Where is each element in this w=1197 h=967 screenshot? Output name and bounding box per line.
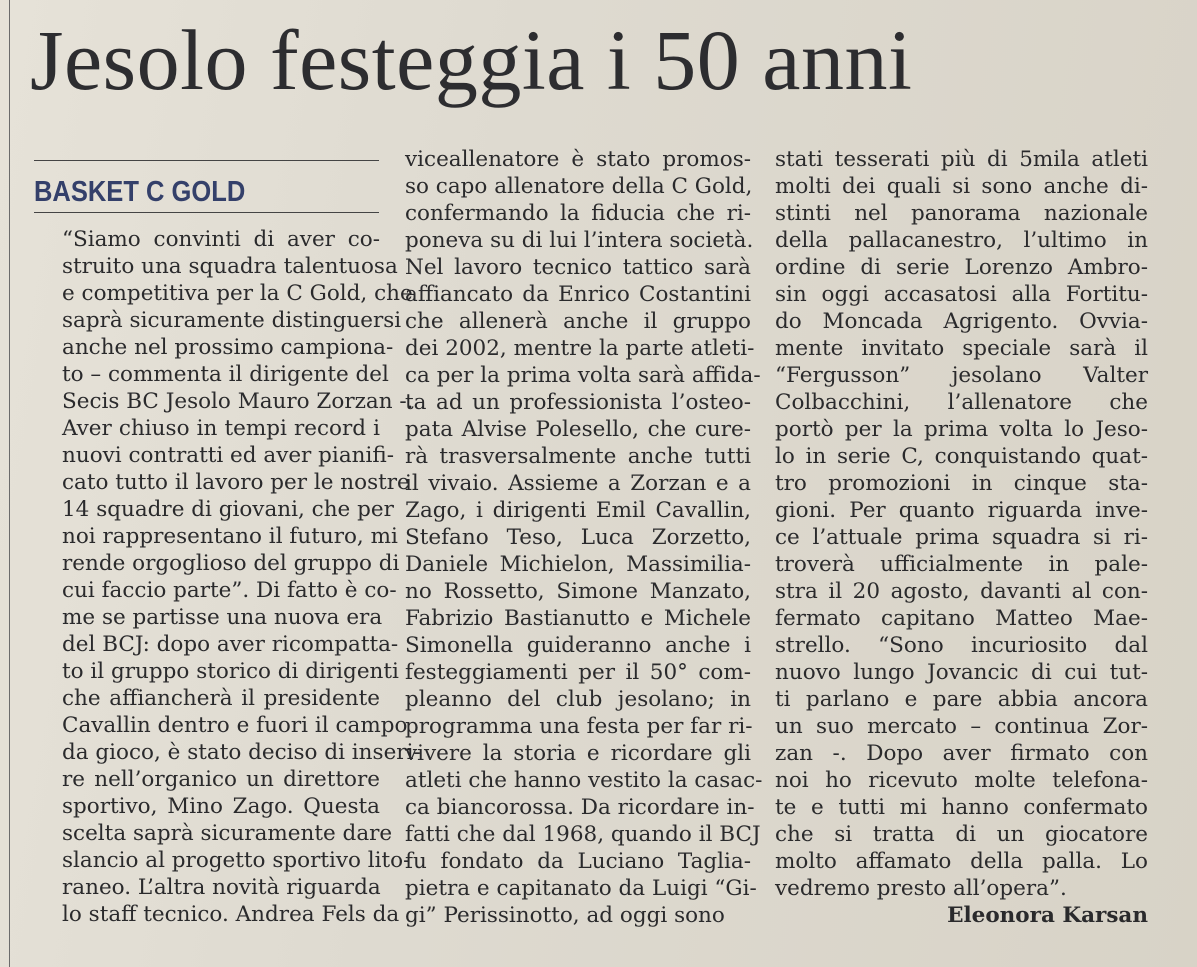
text-line: fermato capitano Matteo Mae- [775,606,1148,631]
text-line: ce l’attuale prima squadra si ri- [775,525,1148,550]
text-line: molti dei quali si sono anche di- [775,174,1148,199]
text-line: pietra e capitanato da Luigi “Gi- [405,876,757,901]
text-line: cato tutto il lavoro per le nostre [62,470,410,495]
text-line: “Siamo convinti di aver co- [62,227,380,252]
headline: Jesolo festeggia i 50 anni [30,12,913,108]
text-line: il vivaio. Assieme a Zorzan e a [405,471,751,496]
text-line: troverà ufficialmente in pale- [775,552,1148,577]
text-line: che affiancherà il presidente [62,686,380,711]
text-line: da gioco, è stato deciso di inseri- [62,740,421,765]
text-line: Aver chiuso in tempi record i [62,416,380,441]
text-line: scelta saprà sicuramente dare [62,821,393,846]
text-line: Cavallin dentro e fuori il campo [62,713,408,738]
column-rule-left [9,0,10,967]
text-line: lo staff tecnico. Andrea Fels da [62,902,400,927]
text-line: sin oggi accasatosi alla Fortitu- [775,282,1148,307]
article-column-1 [62,226,421,928]
text-line: vedremo presto all’opera”. [775,876,1067,901]
text-line: stra il 20 agosto, davanti al con- [775,579,1148,604]
text-line: noi ho ricevuto molte telefona- [775,768,1148,793]
article-column-2 [405,146,763,929]
text-line: confermando la fiducia che ri- [405,201,751,226]
text-line: affiancato da Enrico Costantini [405,282,751,307]
text-line: Stefano Teso, Luca Zorzetto, [405,525,751,550]
text-line: gioni. Per quanto riguarda inve- [775,498,1148,523]
text-line: raneo. L’altra novità riguarda [62,875,381,900]
text-line: Fabrizio Bastianutto e Michele [405,606,751,631]
text-line: slancio al progetto sportivo lito- [62,848,411,873]
text-line: pleanno del club jesolano; in [405,687,751,712]
text-line: festeggiamenti per il 50° com- [405,660,751,685]
text-line: dei 2002, mentre la parte atleti- [405,336,755,361]
text-line: pata Alvise Polesello, che cure- [405,417,751,442]
text-line: fu fondato da Luciano Taglia- [405,849,751,874]
text-line: che si tratta di un giocatore [775,822,1148,847]
section-kicker: BASKET C GOLD [34,176,246,208]
text-line: Secis BC Jesolo Mauro Zorzan -. [62,389,414,414]
author-byline: Eleonora Karsan [947,903,1148,928]
text-line: re nell’organico un direttore [62,767,380,792]
text-line: to il gruppo storico di dirigenti [62,659,399,684]
text-line: poneva su di lui l’intera società. [405,228,754,253]
text-line: zan -. Dopo aver firmato con [775,741,1148,766]
text-line: portò per la prima volta lo Jeso- [775,417,1148,442]
text-line: do Moncada Agrigento. Ovvia- [775,309,1148,334]
text-line: strello. “Sono incuriosito dal [775,633,1148,658]
text-line: ordine di serie Lorenzo Ambro- [775,255,1148,280]
text-line: che allenerà anche il gruppo [405,309,751,334]
text-line: stati tesserati più di 5mila atleti [775,147,1148,172]
text-line: Daniele Michielon, Massimilia- [405,552,751,577]
text-line: cui faccio parte”. Di fatto è co- [62,578,397,603]
text-line: molto affamato della palla. Lo [775,849,1148,874]
text-line: viceallenatore è stato promos- [405,147,751,172]
text-line: me se partisse una nuova era [62,605,383,630]
text-line: so capo allenatore della C Gold, [405,174,753,199]
text-line: mente invitato speciale sarà il [775,336,1148,361]
text-line: “Fergusson” jesolano Valter [775,363,1148,388]
text-line: e competitiva per la C Gold, che [62,281,413,306]
text-line: Nel lavoro tecnico tattico sarà [405,255,751,280]
text-line: ta ad un professionista l’osteo- [405,390,751,415]
text-line: del BCJ: dopo aver ricompatta- [62,632,399,657]
text-line: 14 squadre di giovani, che per [62,497,394,522]
text-line: anche nel prossimo campiona- [62,335,394,360]
text-line: tro promozioni in cinque sta- [775,471,1148,496]
kicker-rule-top [34,160,379,161]
text-line: un suo mercato – continua Zor- [775,714,1148,739]
text-line: stinti nel panorama nazionale [775,201,1148,226]
text-line: vivere la storia e ricordare gli [405,741,751,766]
text-line: Zago, i dirigenti Emil Cavallin, [405,498,751,523]
text-line: della pallacanestro, l’ultimo in [775,228,1148,253]
article-column-3 [775,146,1148,929]
text-line: saprà sicuramente distinguersi [62,308,402,333]
text-line: ca biancorossa. Da ricordare in- [405,795,755,820]
text-line: programma una festa per far ri- [405,714,753,739]
text-line: Colbacchini, l’allenatore che [775,390,1148,415]
text-line: sportivo, Mino Zago. Questa [62,794,380,819]
kicker-rule-bottom [34,212,379,213]
text-line: gi” Perissinotto, ad oggi sono [405,903,725,928]
text-line: to – commenta il dirigente del [62,362,389,387]
text-line: atleti che hanno vestito la casac- [405,768,763,793]
text-line: rà trasversalmente anche tutti [405,444,751,469]
text-line: nuovo lungo Jovancic di cui tut- [775,660,1148,685]
text-line: nuovi contratti ed aver pianifi- [62,443,394,468]
text-line: rende orgoglioso del gruppo di [62,551,400,576]
text-line: Simonella guideranno anche i [405,633,751,658]
text-line: ca per la prima volta sarà affida- [405,363,761,388]
text-line: fatti che dal 1968, quando il BCJ [405,822,761,847]
text-line: te e tutti mi hanno confermato [775,795,1148,820]
text-line: lo in serie C, conquistando quat- [775,444,1148,469]
text-line: noi rappresentano il futuro, mi [62,524,398,549]
text-line: ti parlano e pare abbia ancora [775,687,1148,712]
text-line: struito una squadra talentuosa [62,254,398,279]
text-line: no Rossetto, Simone Manzato, [405,579,751,604]
